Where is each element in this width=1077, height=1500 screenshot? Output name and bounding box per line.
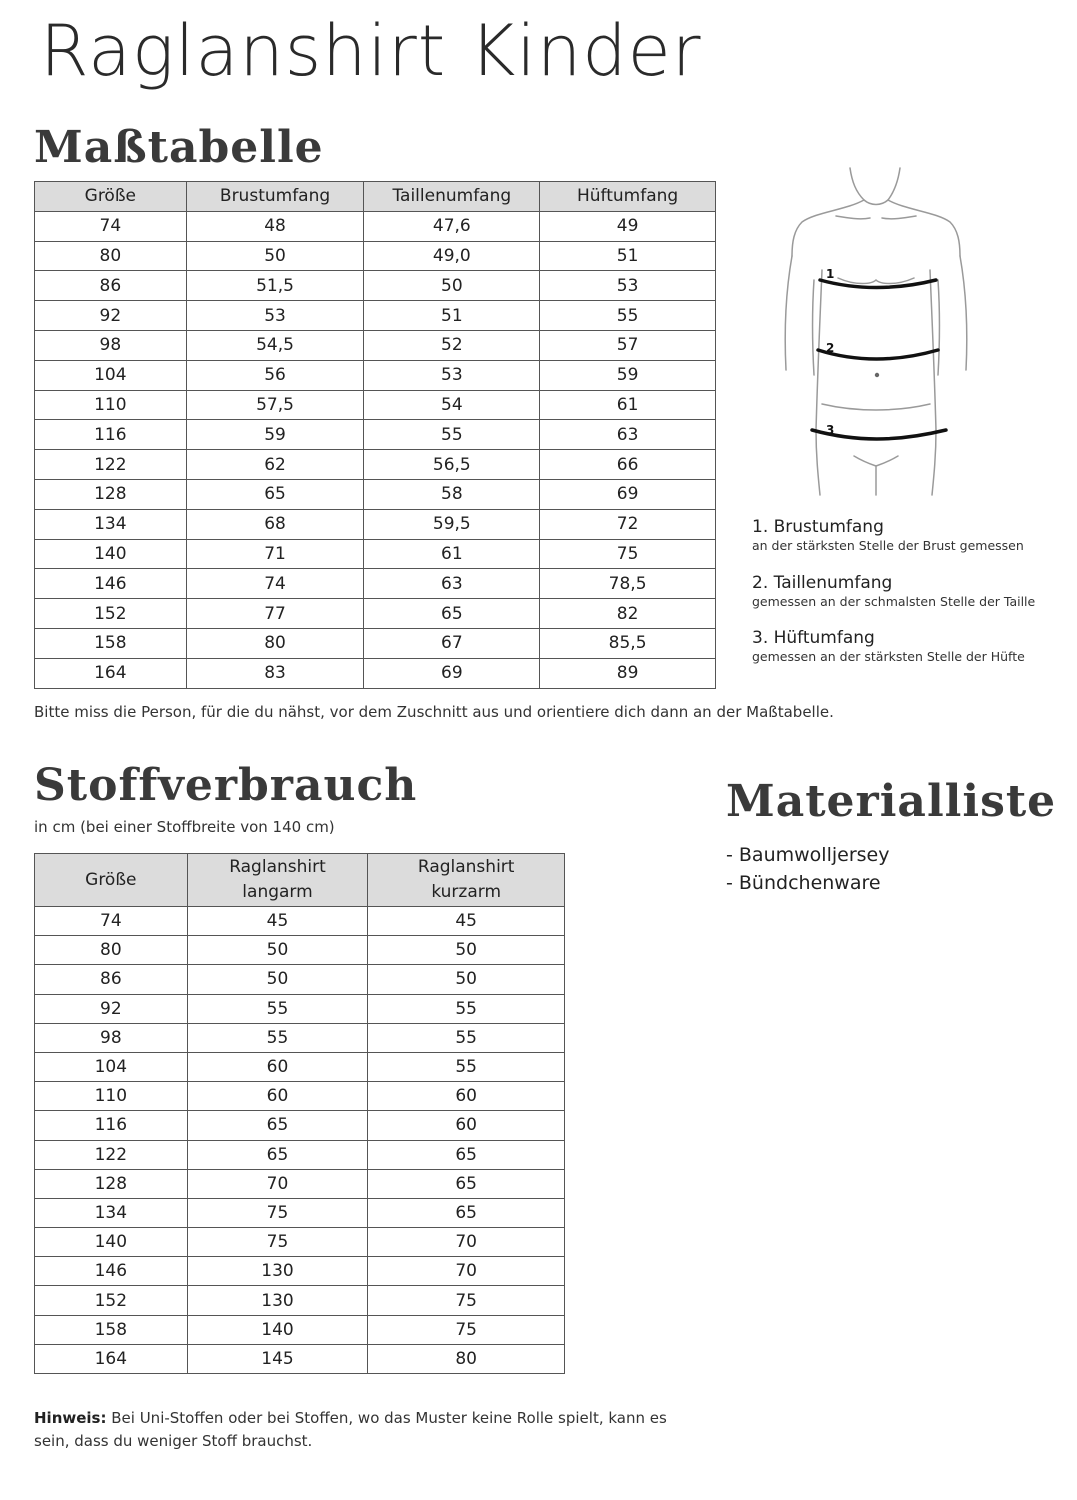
fabric-table-row [35,1344,565,1373]
fabric-table-cell: 50 [187,965,368,994]
size-table-cell: 89 [540,658,716,688]
size-table-cell: 122 [35,450,187,480]
fabric-table-cell: 134 [35,1198,188,1227]
fabric-table-cell: 55 [368,1023,565,1052]
materials-list [726,841,889,897]
fabric-table-cell: 145 [187,1344,368,1373]
size-table-cell: 134 [35,509,187,539]
fabric-table-header-row [35,854,565,907]
size-table-cell: 72 [540,509,716,539]
fabric-table-cell: 55 [368,994,565,1023]
hint-text: Bei Uni-Stoffen oder bei Stoffen, wo das Muster keine Rolle spielt, kann es sein, dass du weniger Stoff brauchst. [34,1409,667,1450]
size-table-cell: 57,5 [186,390,364,420]
fabric-table-cell: 75 [368,1286,565,1315]
legend-title: 3. Hüftumfang [752,628,875,648]
fabric-table-row [35,1257,565,1286]
size-table-cell: 56,5 [364,450,540,480]
fabric-table-row [35,1198,565,1227]
size-table-cell: 74 [186,569,364,599]
fabric-table-cell: 50 [187,936,368,965]
fabric-table-cell: 92 [35,994,188,1023]
size-table-row [35,271,716,301]
legend-desc: an der stärksten Stelle der Brust gemessen [752,538,1024,553]
fabric-table-cell: 104 [35,1052,188,1081]
size-table-cell: 50 [364,271,540,301]
fabric-table-cell: 75 [187,1198,368,1227]
size-table-row [35,569,716,599]
size-table-cell: 67 [364,628,540,658]
fabric-table-row [35,965,565,994]
fabric-table-header-cell: Größe [35,854,188,907]
legend-item-waist [752,573,1072,609]
size-table-cell: 65 [186,479,364,509]
size-table-row [35,301,716,331]
size-table-cell: 53 [186,301,364,331]
fabric-table-header-cell: Raglanshirt kurzarm [368,854,565,907]
fabric-table-cell: 45 [187,907,368,936]
size-table-cell: 85,5 [540,628,716,658]
size-table-cell: 49 [540,211,716,241]
size-table-cell: 82 [540,599,716,629]
fabric-table-cell: 86 [35,965,188,994]
size-table-cell: 52 [364,330,540,360]
hint-label: Hinweis: [34,1409,107,1427]
fabric-table-cell: 70 [187,1169,368,1198]
size-table-cell: 63 [364,569,540,599]
size-table-cell: 55 [540,301,716,331]
fabric-table-cell: 110 [35,1082,188,1111]
fabric-table-row [35,1169,565,1198]
size-table-header-cell: Taillenumfang [364,182,540,212]
size-table-row [35,658,716,688]
legend-item-hip [752,628,1072,664]
fabric-table-cell: 65 [368,1169,565,1198]
size-table-cell: 146 [35,569,187,599]
legend-desc: gemessen an der schmalsten Stelle der Taille [752,594,1036,609]
fabric-table-cell: 75 [187,1228,368,1257]
size-table-row [35,599,716,629]
fabric-table-cell: 122 [35,1140,188,1169]
marker-3: 3 [826,423,835,437]
fabric-table-row [35,1140,565,1169]
fabric-table-row [35,1111,565,1140]
size-table-cell: 63 [540,420,716,450]
size-table-cell: 71 [186,539,364,569]
size-table-cell: 58 [364,479,540,509]
size-table-header-cell: Brustumfang [186,182,364,212]
size-table-cell: 68 [186,509,364,539]
fabric-table-cell: 60 [368,1082,565,1111]
size-table-cell: 62 [186,450,364,480]
fabric-table-cell: 140 [187,1315,368,1344]
fabric-table-cell: 60 [187,1052,368,1081]
legend-item-chest [752,517,1072,553]
size-table-cell: 65 [364,599,540,629]
fabric-table-cell: 60 [368,1111,565,1140]
fabric-table-cell: 65 [187,1111,368,1140]
fabric-table-header-cell: Raglanshirt langarm [187,854,368,907]
size-table-cell: 83 [186,658,364,688]
fabric-table-row [35,1315,565,1344]
fabric-table-cell: 146 [35,1257,188,1286]
fabric-table-cell: 152 [35,1286,188,1315]
size-table-cell: 51,5 [186,271,364,301]
size-table-cell: 104 [35,360,187,390]
size-table-cell: 140 [35,539,187,569]
size-table-cell: 53 [364,360,540,390]
size-table-cell: 59 [540,360,716,390]
fabric-table-cell: 55 [187,1023,368,1052]
size-table-cell: 54,5 [186,330,364,360]
fabric-heading: Stoffverbrauch [34,760,418,811]
size-chart-note: Bitte miss die Person, für die du nähst, vor dem Zuschnitt aus und orientiere dich dann an der Maßtabelle. [34,703,834,721]
size-table-cell: 158 [35,628,187,658]
size-table [34,181,716,689]
fabric-table-cell: 80 [35,936,188,965]
legend-desc: gemessen an der stärksten Stelle der Hüfte [752,649,1025,664]
size-table-header-cell: Größe [35,182,187,212]
fabric-table-cell: 50 [368,936,565,965]
fabric-table-body [35,907,565,1374]
size-table-cell: 53 [540,271,716,301]
fabric-table-cell: 65 [368,1140,565,1169]
fabric-table-cell: 70 [368,1257,565,1286]
fabric-subtitle: in cm (bei einer Stoffbreite von 140 cm) [34,818,335,836]
size-table-cell: 69 [540,479,716,509]
fabric-table-cell: 158 [35,1315,188,1344]
fabric-table-row [35,1286,565,1315]
fabric-table-cell: 130 [187,1286,368,1315]
body-measurement-figure [776,160,976,500]
size-table-row [35,539,716,569]
fabric-table-cell: 65 [368,1198,565,1227]
size-table-row [35,628,716,658]
size-table-cell: 164 [35,658,187,688]
size-table-cell: 54 [364,390,540,420]
size-table-cell: 77 [186,599,364,629]
size-table-cell: 116 [35,420,187,450]
size-table-row [35,509,716,539]
fabric-hint [34,1407,674,1453]
size-table-cell: 48 [186,211,364,241]
size-table-cell: 92 [35,301,187,331]
fabric-table-cell: 70 [368,1228,565,1257]
marker-1: 1 [826,267,835,281]
legend-title: 2. Taillenumfang [752,573,893,593]
size-table-cell: 128 [35,479,187,509]
size-table-cell: 56 [186,360,364,390]
size-table-cell: 50 [186,241,364,271]
size-table-row [35,390,716,420]
fabric-table-cell: 130 [187,1257,368,1286]
fabric-table-cell: 98 [35,1023,188,1052]
fabric-table-cell: 55 [368,1052,565,1081]
size-table-cell: 59 [186,420,364,450]
fabric-table [34,853,565,1374]
size-table-cell: 61 [540,390,716,420]
size-table-cell: 98 [35,330,187,360]
fabric-table-row [35,1228,565,1257]
size-table-cell: 86 [35,271,187,301]
size-table-cell: 57 [540,330,716,360]
size-table-cell: 110 [35,390,187,420]
fabric-table-cell: 74 [35,907,188,936]
materials-heading: Materialliste [726,776,1057,827]
size-table-cell: 69 [364,658,540,688]
material-item: - Bündchenware [726,872,881,894]
size-table-cell: 75 [540,539,716,569]
size-table-header-row [35,182,716,212]
size-table-row [35,241,716,271]
size-table-cell: 51 [540,241,716,271]
material-item: - Baumwolljersey [726,844,890,866]
size-table-row [35,330,716,360]
marker-2: 2 [826,341,835,355]
fabric-table-row [35,907,565,936]
size-table-cell: 152 [35,599,187,629]
size-table-row [35,420,716,450]
size-chart-heading: Maßtabelle [34,122,324,173]
fabric-table-row [35,994,565,1023]
fabric-table-row [35,936,565,965]
page-title: Raglanshirt Kinder [40,10,702,92]
size-table-cell: 51 [364,301,540,331]
size-table-cell: 61 [364,539,540,569]
fabric-table-cell: 75 [368,1315,565,1344]
size-table-cell: 80 [35,241,187,271]
size-table-row [35,479,716,509]
size-table-header-cell: Hüftumfang [540,182,716,212]
size-table-cell: 66 [540,450,716,480]
fabric-table-cell: 50 [368,965,565,994]
size-table-cell: 80 [186,628,364,658]
size-table-row [35,211,716,241]
fabric-table-cell: 65 [187,1140,368,1169]
fabric-table-cell: 55 [187,994,368,1023]
size-table-cell: 59,5 [364,509,540,539]
fabric-table-cell: 116 [35,1111,188,1140]
size-table-cell: 74 [35,211,187,241]
fabric-table-row [35,1082,565,1111]
fabric-table-cell: 45 [368,907,565,936]
fabric-table-cell: 128 [35,1169,188,1198]
fabric-table-row [35,1052,565,1081]
size-table-cell: 49,0 [364,241,540,271]
size-table-row [35,360,716,390]
size-table-cell: 55 [364,420,540,450]
size-table-cell: 47,6 [364,211,540,241]
fabric-table-cell: 60 [187,1082,368,1111]
fabric-table-row [35,1023,565,1052]
size-table-row [35,450,716,480]
fabric-table-cell: 80 [368,1344,565,1373]
size-table-cell: 78,5 [540,569,716,599]
size-table-body [35,211,716,688]
fabric-table-cell: 164 [35,1344,188,1373]
fabric-table-cell: 140 [35,1228,188,1257]
legend-title: 1. Brustumfang [752,517,884,537]
